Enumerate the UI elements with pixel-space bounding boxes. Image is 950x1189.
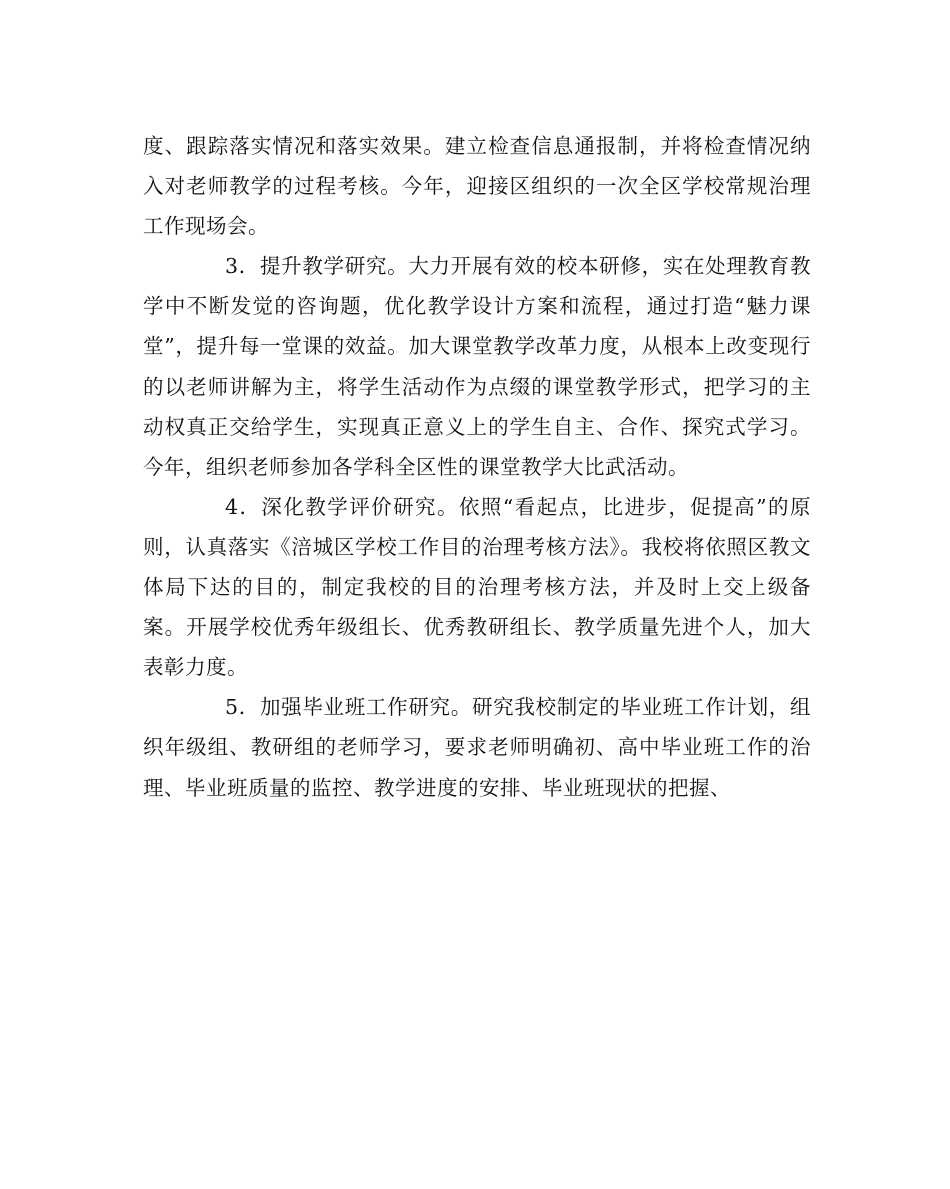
document-body: [143, 126, 811, 808]
paragraph-item-5: 5．加强毕业班工作研究。研究我校制定的毕业班工作计划，组织年级组、教研组的老师学习，要求老师明确初、高中毕业班工作的治理、毕业班质量的监控、教学进度的安排、毕业班现状的把握、: [143, 695, 811, 800]
paragraph-item-4: 4．深化教学评价研究。依照“看起点，比进步，促提高”的原则，认真落实《涪城区学校工作目的治理考核方法》。我校将依照区教文体局下达的目的，制定我校的目的治理考核方法，并及时上交上级备案。开展学校优秀年级组长、优秀教研组长、教学质量先进个人，加大表彰力度。: [143, 494, 811, 680]
paragraph-continuation: 度、跟踪落实情况和落实效果。建立检查信息通报制，并将检查情况纳入对老师教学的过程考核。今年，迎接区组织的一次全区学校常规治理工作现场会。: [143, 134, 811, 239]
paragraph-item-3: 3．提升教学研究。大力开展有效的校本研修，实在处理教育教学中不断发觉的咨询题，优化教学设计方案和流程，通过打造“魅力课堂”，提升每一堂课的效益。加大课堂教学改革力度，从根本上改变现行的以老师讲解为主，将学生活动作为点缀的课堂教学形式，把学习的主动权真正交给学生，实现真正意义上的学生自主、合作、探究式学习。今年，组织老师参加各学科全区性的课堂教学大比武活动。: [143, 254, 811, 479]
